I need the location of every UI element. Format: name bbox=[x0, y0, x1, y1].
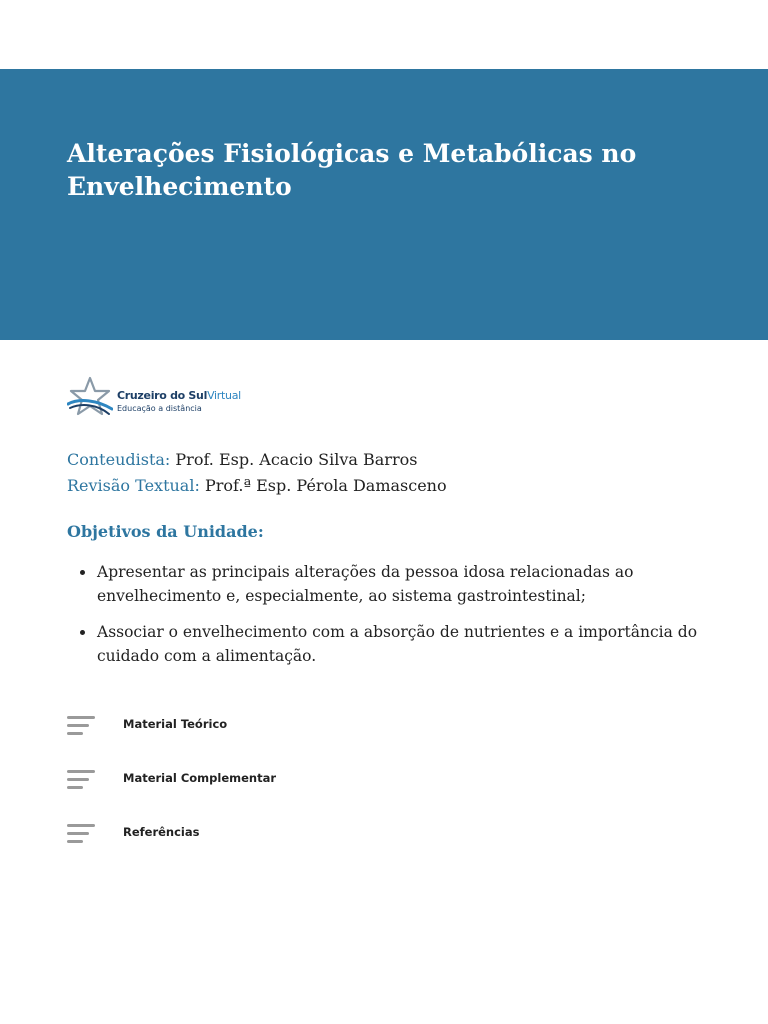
lines-icon bbox=[67, 822, 97, 846]
logo-name-main: Cruzeiro do Sul bbox=[117, 389, 208, 402]
unit-menu bbox=[67, 712, 367, 874]
title-banner bbox=[0, 69, 768, 340]
logo-name-accent: Virtual bbox=[207, 389, 241, 402]
menu-item-label: Referências bbox=[123, 825, 200, 839]
review-name: Prof.ª Esp. Pérola Damasceno bbox=[204, 476, 447, 495]
menu-item-material-complementar[interactable] bbox=[67, 766, 367, 820]
author-name: Prof. Esp. Acacio Silva Barros bbox=[175, 450, 418, 469]
menu-item-referencias[interactable] bbox=[67, 820, 367, 874]
page-title: Alterações Fisiológicas e Metabólicas no Envelhecimento bbox=[67, 139, 637, 201]
cruzeiro-do-sul-logo bbox=[67, 376, 241, 420]
author-credit bbox=[67, 447, 447, 473]
credits bbox=[67, 447, 447, 499]
menu-item-label: Material Complementar bbox=[123, 771, 277, 785]
objectives-list bbox=[67, 560, 707, 680]
logo-wordmark bbox=[117, 389, 241, 402]
review-label: Revisão Textual: bbox=[67, 476, 200, 495]
review-credit bbox=[67, 473, 447, 499]
menu-item-label: Material Teórico bbox=[123, 717, 228, 731]
menu-item-material-teorico[interactable] bbox=[67, 712, 367, 766]
author-label: Conteudista: bbox=[67, 450, 171, 469]
lines-icon bbox=[67, 714, 97, 738]
objectives-heading: Objetivos da Unidade: bbox=[67, 522, 264, 541]
lines-icon bbox=[67, 768, 97, 792]
objective-item: Associar o envelhecimento com a absorção de nutrientes e a importância do cuidado com a alimentação. bbox=[67, 620, 707, 668]
star-logo-icon bbox=[67, 376, 113, 420]
logo-tagline: Educação a distância bbox=[117, 404, 202, 413]
objective-item: Apresentar as principais alterações da pessoa idosa relacionadas ao envelhecimento e, especialmente, ao sistema gastrointestinal; bbox=[67, 560, 707, 608]
